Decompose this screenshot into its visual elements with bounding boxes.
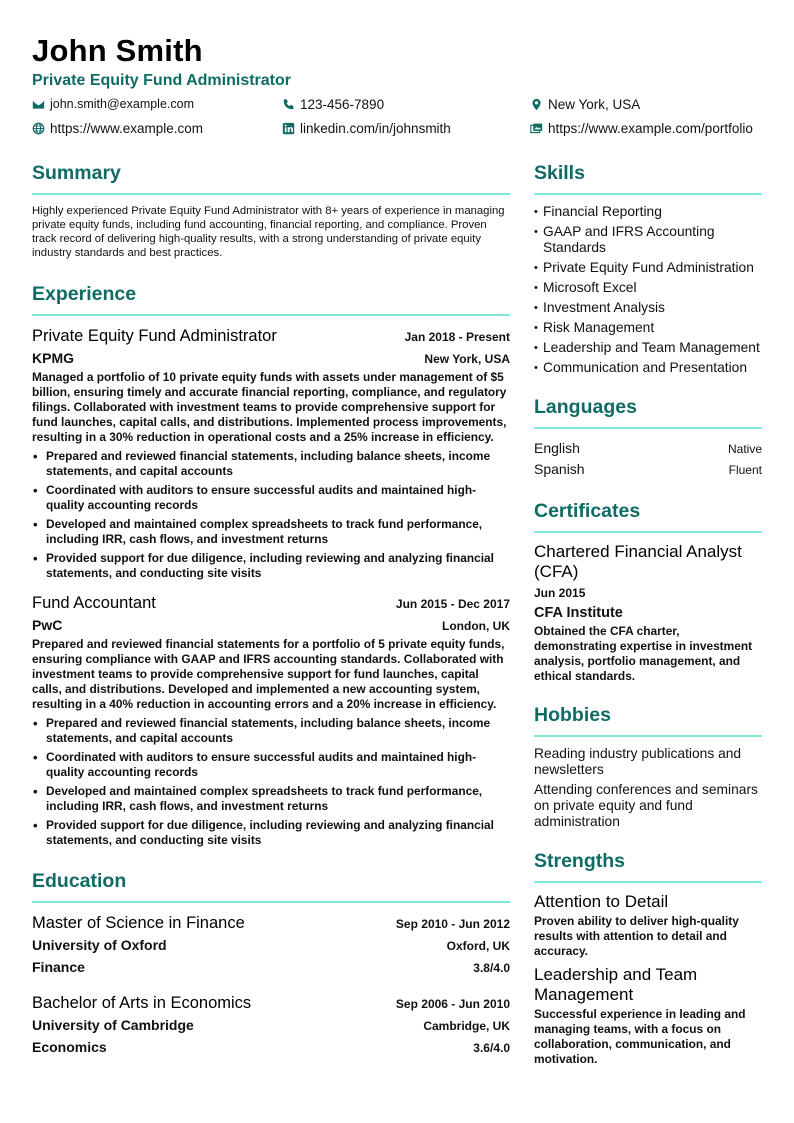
email-text: john.smith@example.com xyxy=(50,97,194,111)
certificate-date: Jun 2015 xyxy=(534,586,586,600)
section-divider xyxy=(534,193,762,195)
field-of-study: Economics xyxy=(32,1039,107,1055)
candidate-title: Private Equity Fund Administrator xyxy=(32,72,291,89)
website-text: https://www.example.com xyxy=(50,121,204,136)
job-company: KPMG xyxy=(32,350,74,366)
hobbies-section xyxy=(534,702,762,830)
side-column xyxy=(534,160,762,1067)
degree-date: Sep 2006 - Jun 2010 xyxy=(395,997,510,1011)
degree-date: Sep 2010 - Jun 2012 xyxy=(395,917,510,931)
contact-website[interactable] xyxy=(32,121,203,136)
list-item: • Coordinated with auditors to ensure successful audits and maintained high-quality accounting records xyxy=(32,750,510,780)
school-name: University of Cambridge xyxy=(32,1017,194,1033)
section-heading: Certificates xyxy=(534,500,641,522)
section-heading: Strengths xyxy=(534,850,626,872)
section-divider xyxy=(534,735,762,737)
language-row xyxy=(534,459,762,480)
strengths-section xyxy=(534,848,762,1067)
job-location: New York, USA xyxy=(424,352,510,366)
contact-phone[interactable] xyxy=(282,97,384,112)
job-bullets xyxy=(32,449,510,581)
section-divider xyxy=(32,901,510,903)
section-heading: Skills xyxy=(534,162,585,184)
job-date: Jan 2018 - Present xyxy=(404,330,510,344)
list-item: • Prepared and reviewed financial statements, including balance sheets, income statements, and capital accounts xyxy=(32,716,510,746)
language-name: Spanish xyxy=(534,461,585,477)
contact-location xyxy=(530,97,640,112)
degree-title: Master of Science in Finance xyxy=(32,914,245,932)
certificate-org: CFA Institute xyxy=(534,605,623,621)
language-level: Native xyxy=(727,442,762,456)
summary-text: Highly experienced Private Equity Fund Administrator with 8+ years of experience in managing private equity funds, including fund accounting, financial reporting, and compliance. Proven track record of delivering high-quality results, with a strong understanding of private equity industry standards and best practices. xyxy=(32,205,505,259)
list-item: • GAAP and IFRS Accounting Standards xyxy=(534,224,762,256)
section-divider xyxy=(534,427,762,429)
strength-title: Leadership and Team Management xyxy=(534,965,698,1004)
list-item: • Provided support for due diligence, including reviewing and analyzing financial statements, and conducting site visits xyxy=(32,818,510,848)
language-name: English xyxy=(534,440,580,456)
section-divider xyxy=(32,314,510,316)
portfolio-icon xyxy=(530,122,543,135)
list-item: • Investment Analysis xyxy=(534,300,762,316)
list-item: • Private Equity Fund Administration xyxy=(534,260,762,276)
job-entry xyxy=(32,325,510,581)
linkedin-text: linkedin.com/in/johnsmith xyxy=(300,121,451,136)
section-heading: Education xyxy=(32,870,127,892)
list-item: • Risk Management xyxy=(534,320,762,336)
section-divider xyxy=(534,531,762,533)
job-entry xyxy=(32,592,510,848)
contact-portfolio[interactable] xyxy=(530,121,753,136)
school-location: Oxford, UK xyxy=(446,939,510,953)
job-title: Fund Accountant xyxy=(32,594,156,612)
language-row xyxy=(534,438,762,459)
envelope-icon xyxy=(32,98,45,111)
certificate-description: Obtained the CFA charter, demonstrating expertise in investment analysis, portfolio management, and ethical standards. xyxy=(534,624,753,683)
education-entry xyxy=(32,912,510,978)
skills-list xyxy=(534,204,762,376)
section-divider xyxy=(534,881,762,883)
strength-title: Attention to Detail xyxy=(534,892,669,911)
job-date: Jun 2015 - Dec 2017 xyxy=(395,597,510,611)
list-item: • Developed and maintained complex spreadsheets to track fund performance, including IRR, cash flows, and investment returns xyxy=(32,517,510,547)
education-section xyxy=(32,868,510,1058)
section-heading: Experience xyxy=(32,283,137,305)
school-name: University of Oxford xyxy=(32,937,167,953)
map-pin-icon xyxy=(530,98,543,111)
list-item: • Communication and Presentation xyxy=(534,360,762,376)
job-description: Prepared and reviewed financial statements for a portfolio of 5 private equity funds, ensuring compliance with GAAP and IFRS accounting standards. Collaborated with investment teams to provide comprehensive support for fund launches, capital calls, and distributions. Developed and implemented a new accounting system, resulting in a 40% reduction in accounting errors and a 20% increase in efficiency. xyxy=(32,637,505,711)
degree-title: Bachelor of Arts in Economics xyxy=(32,994,252,1012)
summary-section xyxy=(32,160,510,260)
strength-description: Successful experience in leading and managing teams, with a focus on collaboration, communication, and motivation. xyxy=(534,1007,746,1066)
certificates-section xyxy=(534,498,762,684)
gpa: 3.6/4.0 xyxy=(473,1041,510,1055)
contact-linkedin[interactable] xyxy=(282,121,451,136)
section-divider xyxy=(32,193,510,195)
list-item: • Provided support for due diligence, including reviewing and analyzing financial statements, and conducting site visits xyxy=(32,551,510,581)
list-item: • Leadership and Team Management xyxy=(534,340,762,356)
languages-section xyxy=(534,394,762,480)
education-entry xyxy=(32,992,510,1058)
job-title: Private Equity Fund Administrator xyxy=(32,327,277,345)
list-item: • Developed and maintained complex spreadsheets to track fund performance, including IRR, cash flows, and investment returns xyxy=(32,784,510,814)
globe-icon xyxy=(32,122,45,135)
contact-email[interactable] xyxy=(32,97,194,111)
main-column xyxy=(32,160,510,1058)
location-text: New York, USA xyxy=(548,97,641,112)
section-heading: Hobbies xyxy=(534,704,611,726)
job-location: London, UK xyxy=(442,619,510,633)
list-item: • Microsoft Excel xyxy=(534,280,762,296)
candidate-name: John Smith xyxy=(32,33,203,68)
list-item: • Prepared and reviewed financial statements, including balance sheets, income statements, and capital accounts xyxy=(32,449,510,479)
job-company: PwC xyxy=(32,617,63,633)
phone-text: 123-456-7890 xyxy=(300,97,385,112)
gpa: 3.8/4.0 xyxy=(473,961,510,975)
list-item: • Financial Reporting xyxy=(534,204,762,220)
certificate-name: Chartered Financial Analyst (CFA) xyxy=(534,542,742,581)
list-item: Attending conferences and seminars on private equity and fund administration xyxy=(534,782,758,829)
portfolio-text: https://www.example.com/portfolio xyxy=(548,121,753,136)
list-item: • Coordinated with auditors to ensure successful audits and maintained high-quality accounting records xyxy=(32,483,510,513)
section-heading: Summary xyxy=(32,162,121,184)
skills-section xyxy=(534,160,762,376)
section-heading: Languages xyxy=(534,396,637,418)
resume-header xyxy=(32,32,772,91)
phone-icon xyxy=(282,98,295,111)
experience-section xyxy=(32,281,510,848)
linkedin-icon xyxy=(282,122,295,135)
language-level: Fluent xyxy=(728,463,762,477)
school-location: Cambridge, UK xyxy=(423,1019,510,1033)
list-item: Reading industry publications and newsletters xyxy=(534,746,742,777)
field-of-study: Finance xyxy=(32,959,85,975)
job-description: Managed a portfolio of 10 private equity funds with assets under management of $5 billion, ensuring timely and accurate financial reporting, compliance, and regulatory filings. Collaborated with investment teams to provide comprehensive support for fund launches, capital calls, and distributions. Implemented process improvements, resulting in a 30% reduction in operational costs and a 25% increase in efficiency. xyxy=(32,370,507,444)
strength-description: Proven ability to deliver high-quality results with attention to detail and accuracy. xyxy=(534,914,739,958)
job-bullets xyxy=(32,716,510,848)
